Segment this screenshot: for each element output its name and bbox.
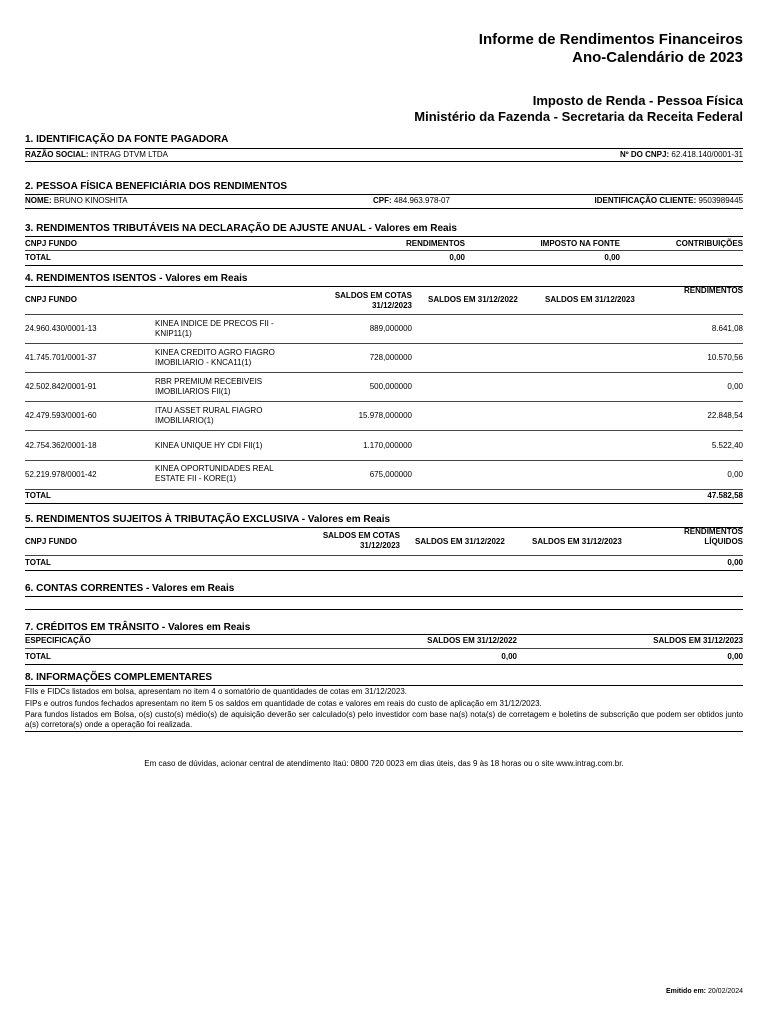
row-fund-name	[155, 377, 262, 397]
row-cnpj: 41.745.701/0001-37	[25, 353, 97, 362]
divider	[25, 489, 743, 490]
col-saldos-cotas: SALDOS EM COTAS 31/12/2023	[322, 531, 400, 550]
id-label: IDENTIFICAÇÃO CLIENTE:	[594, 196, 697, 205]
row-fund-name	[155, 406, 262, 426]
col-cnpj-fundo: CNPJ FUNDO	[25, 537, 78, 546]
total-rendimentos: 0,00	[727, 558, 743, 567]
col-contribuicoes: CONTRIBUIÇÕES	[675, 239, 743, 248]
total-label: TOTAL	[25, 253, 51, 262]
beneficiario-cpf	[373, 196, 450, 206]
row-rendimentos: 8.641,08	[711, 324, 743, 333]
cnpj-fonte	[620, 150, 743, 160]
divider	[25, 265, 743, 266]
divider	[25, 527, 743, 528]
total-imposto: 0,00	[604, 253, 620, 262]
divider	[25, 286, 743, 287]
row-fund-name	[155, 464, 274, 484]
col-saldos-2023: SALDOS EM 31/12/2023	[532, 537, 622, 546]
divider	[25, 596, 743, 597]
razao-social-label: RAZÃO SOCIAL:	[25, 150, 89, 159]
col-rendimentos-liquidos: RENDIMENTOS LÍQUIDOS	[684, 527, 743, 546]
beneficiario-nome	[25, 196, 128, 206]
document-title	[479, 31, 743, 67]
row-cotas: 500,000000	[369, 382, 412, 391]
title-line-2: Ano-Calendário de 2023	[572, 49, 743, 66]
col-saldos-2022: SALDOS EM 31/12/2022	[427, 636, 517, 645]
col-imposto-fonte: IMPOSTO NA FONTE	[540, 239, 620, 248]
fund-name-line2: IMOBILIARIOS FII(1)	[155, 387, 231, 396]
row-rendimentos: 5.522,40	[711, 441, 743, 450]
razao-social	[25, 150, 168, 160]
cnpj-label: Nº DO CNPJ:	[619, 150, 670, 159]
emitido-label: Emitido em:	[665, 988, 706, 995]
row-rendimentos: 22.848,54	[707, 411, 743, 420]
cnpj-value: 62.418.140/0001-31	[671, 150, 743, 159]
divider	[25, 570, 743, 571]
row-rendimentos: 0,00	[727, 382, 743, 391]
section-5-title: 5. RENDIMENTOS SUJEITOS À TRIBUTAÇÃO EXCLUSIVA - Valores em Reais	[25, 514, 391, 525]
razao-social-value: INTRAG DTVM LTDA	[90, 150, 168, 159]
table-row	[0, 315, 768, 344]
row-cotas: 675,000000	[369, 470, 412, 479]
fund-name-line2: IMOBILIARIO(1)	[155, 416, 214, 425]
total-rendimentos: 47.582,58	[707, 491, 743, 500]
divider	[25, 148, 743, 149]
identificacao-cliente	[594, 196, 743, 206]
row-cnpj: 42.502.842/0001-91	[25, 382, 97, 391]
cpf-value: 484.963.978-07	[393, 196, 450, 205]
total-label: TOTAL	[25, 491, 51, 500]
row-cotas: 728,000000	[369, 353, 412, 362]
row-cotas: 1.170,000000	[363, 441, 412, 450]
row-fund-name	[155, 319, 274, 339]
divider	[25, 161, 743, 162]
fund-name-line2: KNIP11(1)	[155, 329, 192, 338]
table-row	[0, 373, 768, 402]
divider	[25, 250, 743, 251]
row-fund-name	[155, 441, 262, 451]
row-fund-name	[155, 348, 275, 368]
emitido-em	[666, 987, 743, 997]
row-cotas: 15.978,000000	[358, 411, 412, 420]
divider	[25, 503, 743, 504]
cpf-label: CPF:	[373, 196, 392, 205]
total-label: TOTAL	[25, 558, 51, 567]
section-6-title: 6. CONTAS CORRENTES - Valores em Reais	[25, 583, 235, 594]
row-rendimentos: 10.570,56	[707, 353, 743, 362]
section-1-title: 1. IDENTIFICAÇÃO DA FONTE PAGADORA	[25, 134, 229, 145]
divider	[25, 731, 743, 732]
col-saldos-2022: SALDOS EM 31/12/2022	[428, 295, 518, 304]
section-8-title: 8. INFORMAÇÕES COMPLEMENTARES	[25, 672, 213, 683]
divider	[25, 634, 743, 635]
row-cotas: 889,000000	[369, 324, 412, 333]
total-rendimentos: 0,00	[449, 253, 465, 262]
table-row	[0, 461, 768, 490]
fund-name-line2: ESTATE FII - KORE(1)	[155, 474, 237, 483]
section-4-title: 4. RENDIMENTOS ISENTOS - Valores em Reais	[25, 273, 248, 284]
fund-name-line2: IMOBILIARIO - KNCA11(1)	[155, 358, 252, 367]
divider	[25, 236, 743, 237]
title-line-1: Informe de Rendimentos Financeiros	[478, 31, 743, 48]
total-label: TOTAL	[25, 652, 51, 661]
col-saldos-2022: SALDOS EM 31/12/2022	[415, 537, 505, 546]
row-cnpj: 24.960.430/0001-13	[25, 324, 97, 333]
section-2-title: 2. PESSOA FÍSICA BENEFICIÁRIA DOS RENDIMENTOS	[25, 181, 288, 192]
col-cnpj-fundo: CNPJ FUNDO	[25, 239, 78, 248]
total-saldos-2022: 0,00	[501, 652, 517, 661]
row-cnpj: 42.754.362/0001-18	[25, 441, 97, 450]
section-7-title: 7. CRÉDITOS EM TRÂNSITO - Valores em Reais	[25, 622, 251, 633]
table-row	[0, 402, 768, 431]
col-especificacao: ESPECIFICAÇÃO	[25, 636, 91, 645]
col-saldos-2023: SALDOS EM 31/12/2023	[653, 636, 743, 645]
table-row	[0, 344, 768, 373]
info-line-1: FIIs e FIDCs listados em bolsa, apresentam no item 4 o somatório de quantidades de cotas em 31/12/2023.	[25, 687, 407, 696]
row-cnpj: 52.219.978/0001-42	[25, 470, 97, 479]
row-rendimentos: 0,00	[727, 470, 743, 479]
divider	[25, 609, 743, 610]
id-value: 9503989445	[698, 196, 743, 205]
divider	[25, 208, 743, 209]
section-3-title: 3. RENDIMENTOS TRIBUTÁVEIS NA DECLARAÇÃO DE AJUSTE ANUAL - Valores em Reais	[25, 223, 457, 234]
divider	[25, 648, 743, 649]
col-cnpj-fundo: CNPJ FUNDO	[25, 295, 78, 304]
info-line-2: FIPs e outros fundos fechados apresentam no item 5 os saldos em quantidade de cotas e valores em reais do custo de aplicação em 31/12/2023.	[25, 699, 542, 708]
nome-label: NOME:	[25, 196, 52, 205]
contact-info: Em caso de dúvidas, acionar central de atendimento Itaú: 0800 720 0023 em dias úteis, das 9 às 18 horas ou o site www.intrag.com.br.	[144, 759, 624, 768]
fund-name-line1: KINEA OPORTUNIDADES REAL	[155, 464, 274, 473]
col-saldos-cotas: SALDOS EM COTAS 31/12/2023	[334, 291, 412, 310]
emitido-value: 20/02/2024	[707, 988, 743, 995]
subtitle-line-1: Imposto de Renda - Pessoa Física	[532, 93, 743, 108]
col-rendimentos: RENDIMENTOS	[684, 286, 743, 295]
fund-name-line1: RBR PREMIUM RECEBIVEIS	[155, 377, 263, 386]
table-row	[0, 431, 768, 460]
fund-name-line1: KINEA INDICE DE PRECOS FII -	[155, 319, 274, 328]
nome-value: BRUNO KINOSHITA	[53, 196, 128, 205]
col-rendimentos: RENDIMENTOS	[406, 239, 465, 248]
fund-name-line1: KINEA CREDITO AGRO FIAGRO	[155, 348, 275, 357]
divider	[25, 664, 743, 665]
divider	[25, 685, 743, 686]
fund-name-line1: KINEA UNIQUE HY CDI FII(1)	[155, 441, 263, 450]
info-line-3: Para fundos listados em Bolsa, o(s) custo(s) médio(s) de aquisição deverão ser calculado(s) pelo investidor com base na(s) nota(s) de corretagem e boletins de subscrição que podem ser obtidos junto a(s) corretora(s) onde a operação foi realizada.	[25, 710, 743, 729]
document-subtitle	[414, 93, 743, 125]
row-cnpj: 42.479.593/0001-60	[25, 411, 97, 420]
fund-name-line1: ITAU ASSET RURAL FIAGRO	[155, 406, 263, 415]
subtitle-line-2: Ministério da Fazenda - Secretaria da Receita Federal	[414, 109, 743, 124]
col-saldos-2023: SALDOS EM 31/12/2023	[545, 295, 635, 304]
total-saldos-2023: 0,00	[727, 652, 743, 661]
divider	[25, 555, 743, 556]
divider	[25, 194, 743, 195]
